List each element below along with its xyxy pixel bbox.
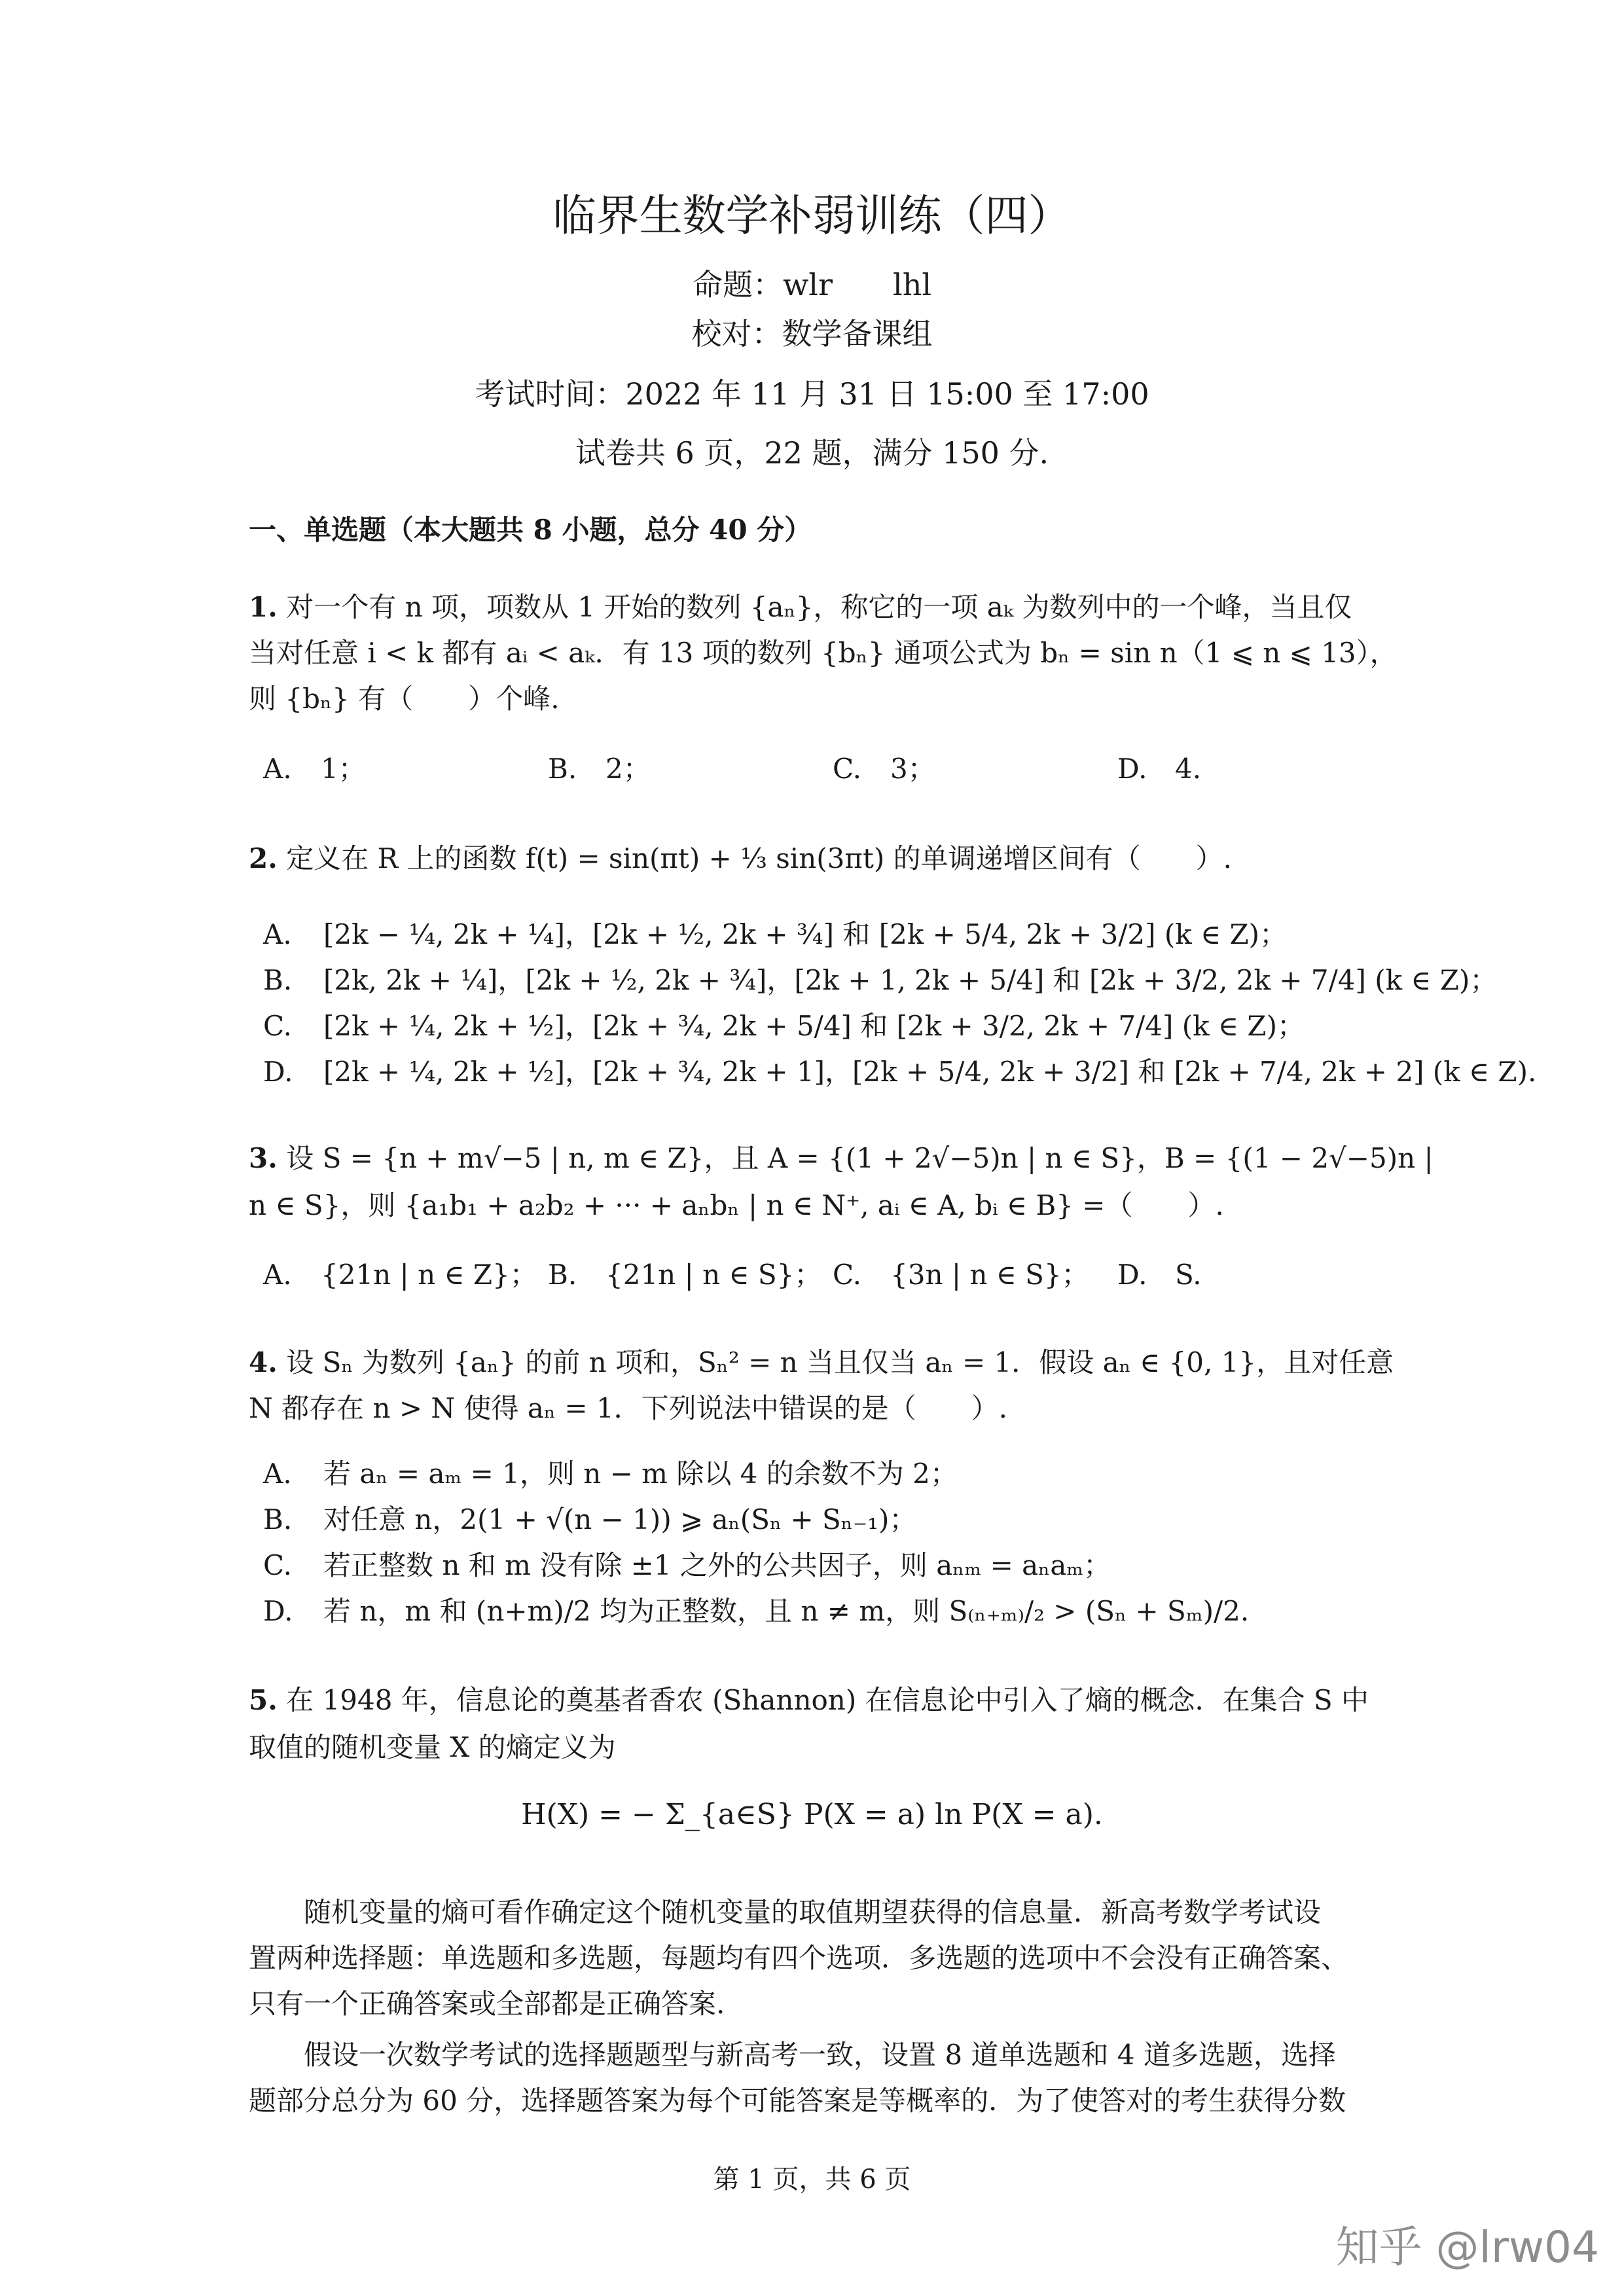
option-label: B. xyxy=(548,753,577,785)
option-text: 2； xyxy=(605,753,651,785)
question-2-option-b xyxy=(249,961,1498,1000)
option-label: C. xyxy=(833,753,861,785)
option-text: S. xyxy=(1175,1259,1202,1291)
option-text: {21n | n ∈ S}； xyxy=(605,1259,822,1291)
page-title: 临界生数学补弱训练（四） xyxy=(552,190,1072,241)
paper-info-line: 试卷共 6 页，22 题，满分 150 分. xyxy=(575,435,1049,471)
question-1-line-3: 则 {bₙ} 有（ ）个峰. xyxy=(249,683,560,715)
proofread-line: 校对：数学备课组 xyxy=(691,316,933,351)
option-label: A. xyxy=(263,753,292,785)
question-4-line-1 xyxy=(249,1343,1394,1382)
exam-time-line: 考试时间：2022 年 11 月 31 日 15:00 至 17:00 xyxy=(475,376,1149,412)
question-number: 3. xyxy=(249,1142,278,1174)
option-label: B. xyxy=(263,1503,293,1535)
option-d xyxy=(1103,749,1388,789)
question-4-option-c xyxy=(249,1546,1388,1585)
page-footer: 第 1 页，共 6 页 xyxy=(713,2164,911,2195)
question-4-option-d xyxy=(249,1592,1388,1631)
paragraph-1-line-1: 随机变量的熵可看作确定这个随机变量的取值期望获得的信息量．新高考数学考试设 xyxy=(304,1896,1322,1928)
question-5-line-2: 取值的随机变量 X 的熵定义为 xyxy=(249,1731,616,1763)
question-number: 4. xyxy=(249,1346,278,1378)
question-number: 2. xyxy=(249,842,278,874)
paragraph-1-line-2: 置两种选择题：单选题和多选题，每题均有四个选项．多选题的选项中不会没有正确答案、 xyxy=(249,1942,1349,1974)
option-label: C. xyxy=(263,1010,292,1042)
option-text: [2k − ¼, 2k + ¼]，[2k + ½, 2k + ¾] 和 [2k + 5/4, 2k + 3/2] (k ∈ Z)； xyxy=(323,918,1288,950)
option-label: A. xyxy=(263,1458,292,1490)
option-text: 对任意 n，2(1 + √(n − 1)) ⩾ aₙ(Sₙ + Sₙ₋₁)； xyxy=(323,1503,917,1535)
question-2-option-c xyxy=(249,1007,1388,1046)
question-text: 对一个有 n 项，项数从 1 开始的数列 {aₙ}，称它的一项 aₖ 为数列中的一个峰，当且仅 xyxy=(286,591,1352,623)
option-text: 3； xyxy=(890,753,935,785)
question-4-option-b xyxy=(249,1500,1388,1539)
question-3-line-1 xyxy=(249,1139,1434,1178)
question-2-option-a xyxy=(249,915,1388,954)
option-text: {21n | n ∈ Z}； xyxy=(321,1259,537,1291)
question-4-line-2: N 都存在 n > N 使得 aₙ = 1．下列说法中错误的是（ ）. xyxy=(249,1392,1008,1424)
question-1-line-1 xyxy=(249,588,1388,627)
option-label: A. xyxy=(263,918,292,950)
option-text: [2k + ¼, 2k + ½]，[2k + ¾, 2k + 1]，[2k + 5/4, 2k + 3/2] 和 [2k + 7/4, 2k + 2] (k ∈ Z). xyxy=(323,1056,1537,1088)
option-label: D. xyxy=(1117,753,1147,785)
question-1-line-2: 当对任意 i < k 都有 aᵢ < aₖ．有 13 项的数列 {bₙ} 通项公式为 bₙ = sin n（1 ⩽ n ⩽ 13）， xyxy=(249,637,1398,669)
question-5-line-1 xyxy=(249,1681,1388,1720)
option-text: 若 aₙ = aₘ = 1，则 n − m 除以 4 的余数不为 2； xyxy=(323,1458,958,1490)
authors-line: 命题：wlr lhl xyxy=(692,267,932,302)
option-text: 1； xyxy=(321,753,366,785)
option-c xyxy=(818,1255,1103,1295)
option-text: {3n | n ∈ S}； xyxy=(890,1259,1089,1291)
option-text: 若正整数 n 和 m 没有除 ±1 之外的公共因子，则 aₙₘ = aₙaₘ； xyxy=(323,1549,1111,1581)
question-text: 设 S = {n + m√−5 | n, m ∈ Z}，且 A = {(1 + 2√−5)n | n ∈ S}，B = {(1 − 2√−5)n | xyxy=(286,1142,1434,1174)
paragraph-2-line-1: 假设一次数学考试的选择题题型与新高考一致，设置 8 道单选题和 4 道多选题，选择 xyxy=(304,2039,1336,2071)
question-4-option-a xyxy=(249,1454,1388,1494)
question-text: 在 1948 年，信息论的奠基者香农 (Shannon) 在信息论中引入了熵的概念．在集合 S 中 xyxy=(286,1684,1369,1716)
question-text: 设 Sₙ 为数列 {aₙ} 的前 n 项和，Sₙ² = n 当且仅当 aₙ = 1．假设 aₙ ∈ {0, 1}，且对任意 xyxy=(286,1346,1394,1378)
question-text: 定义在 R 上的函数 f(t) = sin(πt) + ⅓ sin(3πt) 的单调递增区间有（ ）. xyxy=(286,842,1232,874)
option-label: A. xyxy=(263,1259,292,1291)
option-c xyxy=(818,749,1103,789)
option-b xyxy=(533,749,818,789)
question-3-options xyxy=(249,1255,1388,1295)
option-text: [2k + ¼, 2k + ½]，[2k + ¾, 2k + 5/4] 和 [2k + 3/2, 2k + 7/4] (k ∈ Z)； xyxy=(323,1010,1305,1042)
question-2-stem xyxy=(249,839,1388,878)
question-number: 5. xyxy=(249,1684,278,1716)
option-label: B. xyxy=(263,964,293,996)
option-label: B. xyxy=(548,1259,577,1291)
question-2-option-d xyxy=(249,1052,1537,1092)
option-a xyxy=(249,749,533,789)
paragraph-2-line-2: 题部分总分为 60 分，选择题答案为每个可能答案是等概率的．为了使答对的考生获得分数 xyxy=(249,2085,1346,2117)
question-number: 1. xyxy=(249,591,278,623)
option-label: D. xyxy=(263,1056,293,1088)
option-label: C. xyxy=(833,1259,861,1291)
question-1-options xyxy=(249,749,1388,789)
watermark: 知乎 @lrw04 xyxy=(1335,2222,1599,2272)
option-text: [2k, 2k + ¼]，[2k + ½, 2k + ¾]，[2k + 1, 2k + 5/4] 和 [2k + 3/2, 2k + 7/4] (k ∈ Z)； xyxy=(323,964,1498,996)
option-a xyxy=(249,1255,537,1295)
question-3-line-2: n ∈ S}，则 {a₁b₁ + a₂b₂ + ··· + aₙbₙ | n ∈ N⁺, aᵢ ∈ A, bᵢ ∈ B} =（ ）. xyxy=(249,1189,1224,1221)
option-label: D. xyxy=(263,1595,293,1627)
option-b xyxy=(533,1255,822,1295)
option-text: 若 n，m 和 (n+m)/2 均为正整数，且 n ≠ m，则 S₍ₙ₊ₘ₎/₂ > (Sₙ + Sₘ)/2. xyxy=(323,1595,1250,1627)
paragraph-1-line-3: 只有一个正确答案或全部都是正确答案. xyxy=(249,1988,725,2020)
option-label: C. xyxy=(263,1549,292,1581)
option-text: 4. xyxy=(1175,753,1202,785)
entropy-formula: H(X) = − Σ_{a∈S} P(X = a) ln P(X = a). xyxy=(521,1798,1103,1831)
option-label: D. xyxy=(1117,1259,1147,1291)
option-d xyxy=(1103,1255,1388,1295)
section-heading: 一、单选题（本大题共 8 小题，总分 40 分） xyxy=(249,514,812,546)
